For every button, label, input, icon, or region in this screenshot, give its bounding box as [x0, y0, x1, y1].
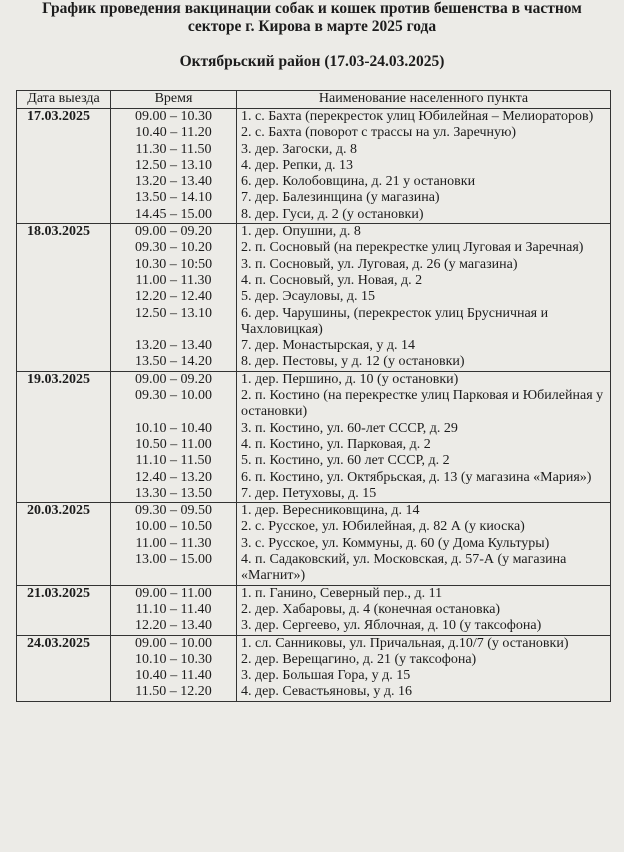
place-cell: 2. с. Русское, ул. Юбилейная, д. 82 А (у киоска): [237, 519, 611, 535]
place-cell: 1. дер. Першино, д. 10 (у остановки): [237, 371, 611, 388]
place-cell: 4. дер. Севастьяновы, у д. 16: [237, 684, 611, 701]
date-cell: [17, 421, 111, 437]
place-cell: 1. дер. Опушни, д. 8: [237, 224, 611, 241]
time-cell: 10.40 – 11.40: [111, 668, 237, 684]
time-cell: 11.10 – 11.50: [111, 453, 237, 469]
time-cell: 13.30 – 13.50: [111, 486, 237, 503]
place-cell: 3. дер. Сергеево, ул. Яблочная, д. 10 (у таксофона): [237, 618, 611, 635]
time-cell: 11.50 – 12.20: [111, 684, 237, 701]
place-cell: 1. п. Ганино, Северный пер., д. 11: [237, 585, 611, 602]
table-row: [17, 306, 611, 339]
header-date: Дата выезда: [17, 91, 111, 109]
date-cell: [17, 158, 111, 174]
table-row: [17, 142, 611, 158]
table-row: [17, 338, 611, 354]
date-cell: [17, 618, 111, 635]
date-cell: [17, 257, 111, 273]
time-cell: 11.00 – 11.30: [111, 536, 237, 552]
time-cell: 12.20 – 12.40: [111, 289, 237, 305]
time-cell: 09.00 – 09.20: [111, 371, 237, 388]
place-cell: 7. дер. Балезинщина (у магазина): [237, 190, 611, 206]
place-cell: 5. дер. Эсауловы, д. 15: [237, 289, 611, 305]
place-cell: 8. дер. Гуси, д. 2 (у остановки): [237, 207, 611, 224]
date-cell: [17, 207, 111, 224]
table-row: [17, 289, 611, 305]
table-row: [17, 174, 611, 190]
date-cell: [17, 519, 111, 535]
place-cell: 6. дер. Чарушины, (перекресток улиц Брусничная и Чахловицкая): [237, 306, 611, 339]
place-cell: 4. дер. Репки, д. 13: [237, 158, 611, 174]
time-cell: 11.00 – 11.30: [111, 273, 237, 289]
schedule-body: [17, 109, 611, 702]
table-row: [17, 421, 611, 437]
date-cell: [17, 273, 111, 289]
date-cell: 19.03.2025: [17, 371, 111, 388]
time-cell: 10.30 – 10:50: [111, 257, 237, 273]
place-cell: 3. дер. Загоски, д. 8: [237, 142, 611, 158]
district-subtitle: Октябрьский район (17.03-24.03.2025): [179, 53, 445, 70]
table-row: [17, 652, 611, 668]
time-cell: 12.50 – 13.10: [111, 158, 237, 174]
date-cell: [17, 552, 111, 585]
date-cell: 17.03.2025: [17, 109, 111, 126]
table-row: [17, 354, 611, 371]
table-row: [17, 519, 611, 535]
header-place: Наименование населенного пункта: [237, 91, 611, 109]
table-row: [17, 585, 611, 602]
date-cell: [17, 486, 111, 503]
place-cell: 5. п. Костино, ул. 60 лет СССР, д. 2: [237, 453, 611, 469]
date-cell: 21.03.2025: [17, 585, 111, 602]
place-cell: 1. сл. Санниковы, ул. Причальная, д.10/7 (у остановки): [237, 635, 611, 652]
title-line-1: График проведения вакцинации собак и кошек против бешенства в частном: [42, 0, 582, 17]
time-cell: 09.30 – 10.20: [111, 240, 237, 256]
place-cell: 7. дер. Петуховы, д. 15: [237, 486, 611, 503]
time-cell: 11.10 – 11.40: [111, 602, 237, 618]
time-cell: 09.00 – 10.00: [111, 635, 237, 652]
place-cell: 3. дер. Большая Гора, у д. 15: [237, 668, 611, 684]
time-cell: 10.00 – 10.50: [111, 519, 237, 535]
document-title: [20, 0, 604, 36]
table-row: [17, 240, 611, 256]
table-row: [17, 470, 611, 486]
table-row: [17, 668, 611, 684]
time-cell: 12.40 – 13.20: [111, 470, 237, 486]
time-cell: 09.00 – 11.00: [111, 585, 237, 602]
time-cell: 09.30 – 09.50: [111, 503, 237, 520]
time-cell: 10.40 – 11.20: [111, 125, 237, 141]
table-row: [17, 158, 611, 174]
date-cell: [17, 240, 111, 256]
table-row: [17, 190, 611, 206]
date-cell: [17, 174, 111, 190]
table-header-row: [17, 91, 611, 109]
place-cell: 2. дер. Хабаровы, д. 4 (конечная остановка): [237, 602, 611, 618]
time-cell: 12.50 – 13.10: [111, 306, 237, 339]
place-cell: 2. п. Сосновый (на перекрестке улиц Луговая и Заречная): [237, 240, 611, 256]
table-row: [17, 618, 611, 635]
table-row: [17, 273, 611, 289]
place-cell: 6. п. Костино, ул. Октябрьская, д. 13 (у магазина «Мария»): [237, 470, 611, 486]
time-cell: 10.50 – 11.00: [111, 437, 237, 453]
date-cell: [17, 289, 111, 305]
date-cell: [17, 536, 111, 552]
table-row: [17, 207, 611, 224]
title-line-2: секторе г. Кирова в марте 2025 года: [187, 18, 437, 35]
place-cell: 3. п. Сосновый, ул. Луговая, д. 26 (у магазина): [237, 257, 611, 273]
table-row: [17, 371, 611, 388]
place-cell: 3. с. Русское, ул. Коммуны, д. 60 (у Дома Культуры): [237, 536, 611, 552]
table-row: [17, 602, 611, 618]
place-cell: 1. с. Бахта (перекресток улиц Юбилейная – Мелиораторов): [237, 109, 611, 126]
place-cell: 3. п. Костино, ул. 60-лет СССР, д. 29: [237, 421, 611, 437]
time-cell: 11.30 – 11.50: [111, 142, 237, 158]
date-cell: 24.03.2025: [17, 635, 111, 652]
place-cell: 4. п. Садаковский, ул. Московская, д. 57-А (у магазина «Магнит»): [237, 552, 611, 585]
table-row: [17, 684, 611, 701]
place-cell: 7. дер. Монастырская, у д. 14: [237, 338, 611, 354]
date-cell: [17, 190, 111, 206]
date-cell: [17, 453, 111, 469]
place-cell: 2. п. Костино (на перекрестке улиц Парковая и Юбилейная у остановки): [237, 388, 611, 421]
date-cell: [17, 338, 111, 354]
time-cell: 13.20 – 13.40: [111, 174, 237, 190]
place-cell: 1. дер. Вересниковщина, д. 14: [237, 503, 611, 520]
time-cell: 13.00 – 15.00: [111, 552, 237, 585]
table-row: [17, 635, 611, 652]
table-row: [17, 109, 611, 126]
time-cell: 10.10 – 10.40: [111, 421, 237, 437]
table-row: [17, 503, 611, 520]
time-cell: 13.20 – 13.40: [111, 338, 237, 354]
place-cell: 2. дер. Верещагино, д. 21 (у таксофона): [237, 652, 611, 668]
table-row: [17, 453, 611, 469]
date-cell: [17, 437, 111, 453]
time-cell: 13.50 – 14.20: [111, 354, 237, 371]
date-cell: 20.03.2025: [17, 503, 111, 520]
time-cell: 10.10 – 10.30: [111, 652, 237, 668]
place-cell: 8. дер. Пестовы, у д. 12 (у остановки): [237, 354, 611, 371]
date-cell: [17, 684, 111, 701]
date-cell: [17, 142, 111, 158]
date-cell: [17, 306, 111, 339]
place-cell: 4. п. Костино, ул. Парковая, д. 2: [237, 437, 611, 453]
place-cell: 4. п. Сосновый, ул. Новая, д. 2: [237, 273, 611, 289]
date-cell: [17, 602, 111, 618]
time-cell: 13.50 – 14.10: [111, 190, 237, 206]
time-cell: 09.00 – 09.20: [111, 224, 237, 241]
time-cell: 12.20 – 13.40: [111, 618, 237, 635]
date-cell: 18.03.2025: [17, 224, 111, 241]
table-row: [17, 125, 611, 141]
time-cell: 09.00 – 10.30: [111, 109, 237, 126]
date-cell: [17, 470, 111, 486]
date-cell: [17, 388, 111, 421]
date-cell: [17, 125, 111, 141]
schedule-table: [16, 90, 611, 702]
table-row: [17, 257, 611, 273]
table-row: [17, 224, 611, 241]
time-cell: 14.45 – 15.00: [111, 207, 237, 224]
time-cell: 09.30 – 10.00: [111, 388, 237, 421]
header-time: Время: [111, 91, 237, 109]
place-cell: 6. дер. Колобовщина, д. 21 у остановки: [237, 174, 611, 190]
table-row: [17, 388, 611, 421]
place-cell: 2. с. Бахта (поворот с трассы на ул. Заречную): [237, 125, 611, 141]
date-cell: [17, 668, 111, 684]
date-cell: [17, 354, 111, 371]
table-row: [17, 536, 611, 552]
table-row: [17, 552, 611, 585]
table-row: [17, 437, 611, 453]
table-row: [17, 486, 611, 503]
date-cell: [17, 652, 111, 668]
